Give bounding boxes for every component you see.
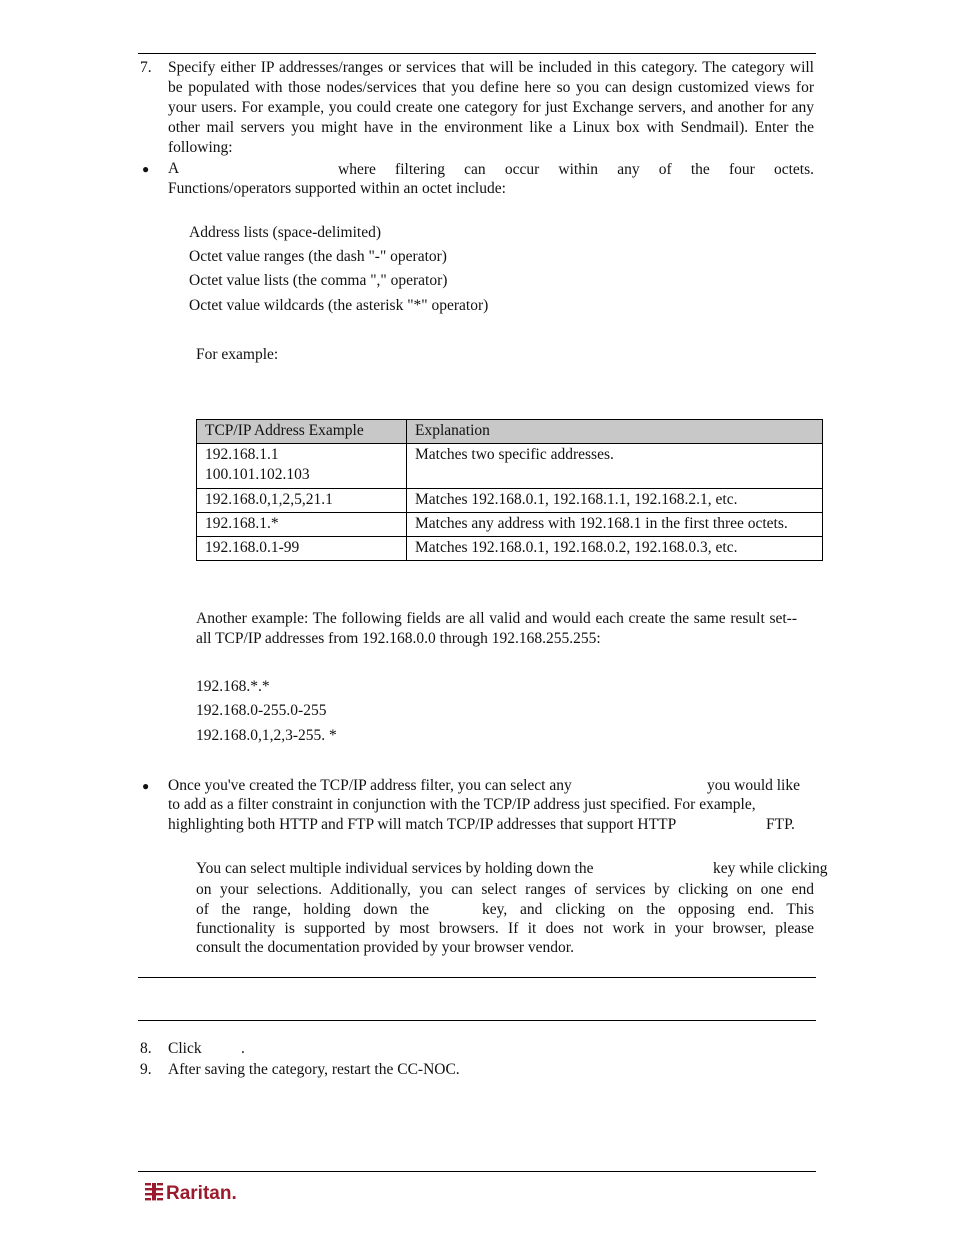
table-row [197,513,823,537]
note-line-3a-text: of the range, holding down the [196,901,429,918]
note-line-3b [482,900,814,920]
note-line-3b-text: key, and clicking on the opposing end. This [482,901,814,918]
bullet-2-line1b: you would like [707,777,800,794]
note-line-1a: You can select multiple individual services by holding down the [196,860,594,877]
address-cell [197,444,407,489]
bullet-dot: ● [142,779,150,793]
step-8-text-a: Click [168,1040,202,1057]
address-cell [197,513,407,537]
address-line: 192.168.0.1-99 [205,539,300,556]
example-field: 192.168.0,1,2,3-255. * [196,727,337,744]
table-row [197,489,823,513]
operator-item: Octet value wildcards (the asterisk "*" operator) [189,297,489,314]
bullet-dot: ● [142,162,150,176]
step-8-text-b: . [241,1040,245,1057]
note-line-3a [196,900,429,920]
section-rule [138,1020,816,1021]
explanation-cell: Matches two specific addresses. [407,444,823,489]
note-line-2-text: on your selections. Additionally, you can select ranges of services by clicking on one end [196,881,814,898]
address-cell [197,489,407,513]
address-line: 192.168.0,1,2,5,21.1 [205,491,333,508]
note-line-2 [196,880,814,900]
section-rule [138,977,816,978]
example-field: 192.168.*.* [196,678,270,695]
explanation-cell: Matches any address with 192.168.1 in the first three octets. [407,513,823,537]
bullet-1-lead: A [168,160,180,177]
table-row [197,444,823,489]
step-7-number: 7. [140,59,152,76]
address-cell [197,537,407,561]
example-field: 192.168.0-255.0-255 [196,702,327,719]
bullet-2-line3b: FTP. [766,816,795,833]
table-header-address: TCP/IP Address Example [197,420,407,444]
explanation-cell: Matches 192.168.0.1, 192.168.1.1, 192.168.2.1, etc. [407,489,823,513]
raritan-logo-mark [145,1180,255,1202]
operator-item: Octet value ranges (the dash "-" operator) [189,248,447,265]
step-9-text: After saving the category, restart the CC-NOC. [168,1061,460,1078]
top-rule [138,53,816,54]
bullet-1-rest: where filtering can occur within any of the four octets. [338,161,814,178]
bullet-2-line2: to add as a filter constraint in conjunction with the TCP/IP address just specified. For example, [168,796,756,813]
note-line-5: consult the documentation provided by your browser vendor. [196,939,574,956]
bullet-2-line3a: highlighting both HTTP and FTP will match TCP/IP addresses that support HTTP [168,816,677,833]
step-9-number: 9. [140,1061,152,1078]
operator-item: Address lists (space-delimited) [189,224,381,241]
bullet-2-line1a: Once you've created the TCP/IP address filter, you can select any [168,777,572,794]
footer-rule [138,1171,816,1172]
note-line-4 [196,919,814,939]
note-line-4-text: functionality is supported by most browsers. If it does not work in your browser, please [196,920,814,937]
table-row [197,537,823,561]
explanation-cell: Matches 192.168.0.1, 192.168.0.2, 192.168.0.3, etc. [407,537,823,561]
address-line: 192.168.1.1 [205,446,279,463]
note-line-1b: key while clicking [713,860,828,877]
another-example-text: Another example: The following fields are all valid and would each create the same result set--all TCP/IP addresses from 192.168.0.0 through 192.168.255.255: [196,610,797,647]
step-7-text: Specify either IP addresses/ranges or services that will be included in this category. The category will be populated with those nodes/services that you define here so you can design customized views for your users. For example, you could create one category for just Exchange servers, and another for any other mail servers you might have in the environment like a Linux box with Sendmail). Enter the following: [168,59,814,156]
address-line: 192.168.1.* [205,515,279,532]
address-line: 100.101.102.103 [205,466,310,483]
step-8-number: 8. [140,1040,152,1057]
table-header-explanation: Explanation [407,420,823,444]
operator-item: Octet value lists (the comma "," operator) [189,272,448,289]
raritan-logo [145,1180,255,1202]
svg-text:Raritan.: Raritan. [166,1183,237,1202]
address-examples-table [196,419,823,561]
bullet-1-text [338,160,814,180]
bullet-1-line2: Functions/operators supported within an octet include: [168,180,506,197]
for-example-label: For example: [196,346,279,363]
table-header-row [197,420,823,444]
